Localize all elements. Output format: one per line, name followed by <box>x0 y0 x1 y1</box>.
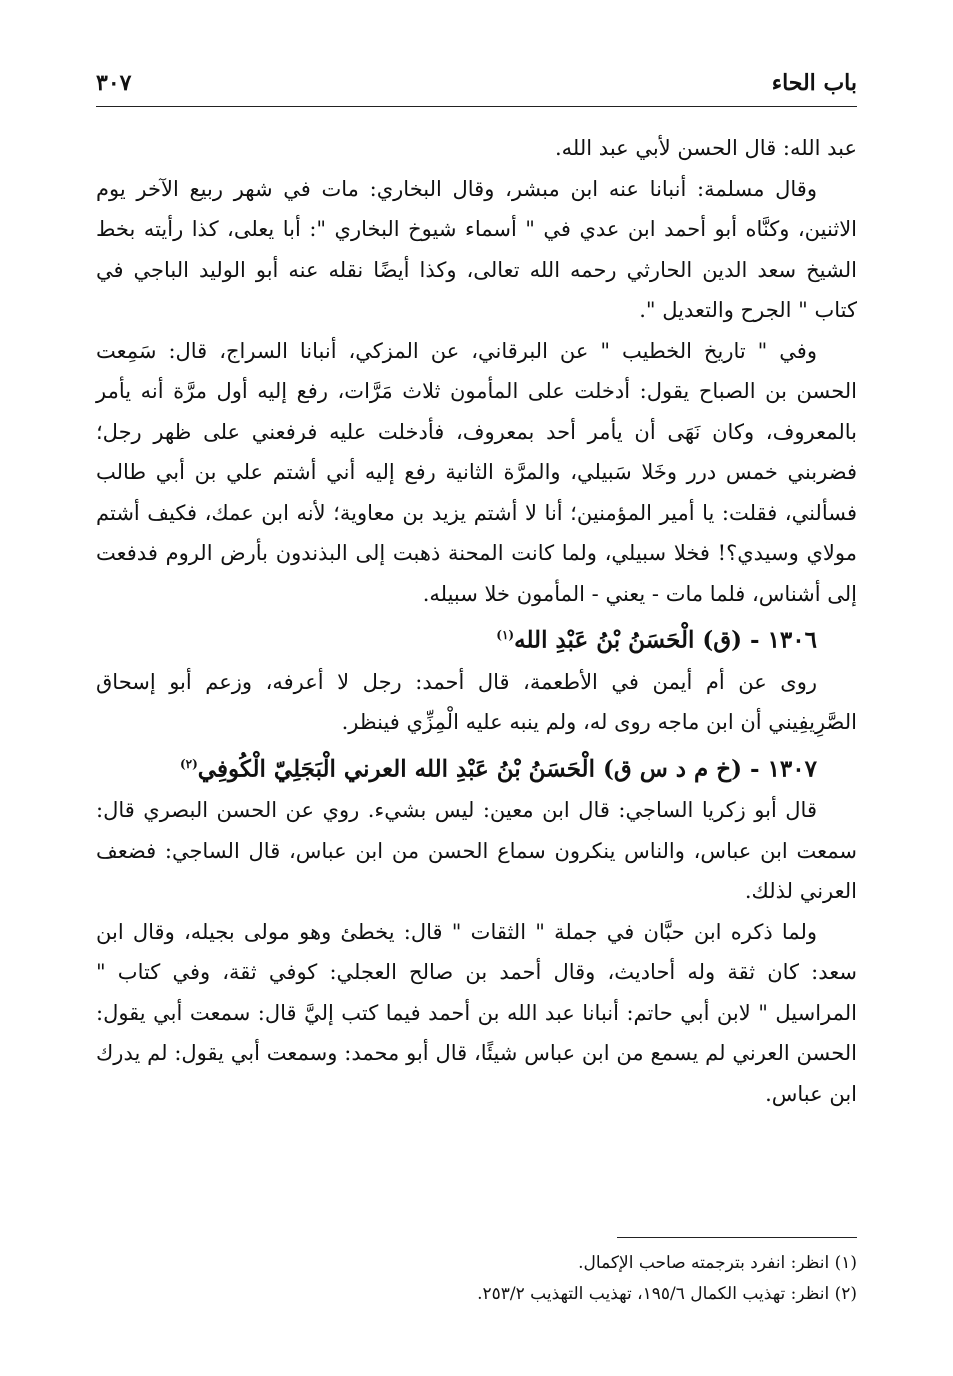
footnote-ref-2: (٢) <box>179 756 198 771</box>
page-header <box>96 66 857 107</box>
footnote-ref-1: (١) <box>496 628 515 642</box>
main-text <box>96 128 857 1114</box>
footnotes <box>96 1248 857 1310</box>
paragraph-6: ولما ذكره ابن حبَّان في جملة " الثقات " قال: يخطئ وهو مولى بجيله، وقال ابن سعد: كان ثقة وله أحاديث، وقال أحمد بن صالح العجلي: كوفي ثقة، وفي كتاب " المراسيل " لابن أبي حاتم: أنبانا عبد الله بن أحمد فيما كتب إليَّ قال: سمعت أبي يقول: الحسن العرني لم يسمع من ابن عباس شيئًا، قال أبو محمد: وسمعت أبي يقول: لم يدرك ابن عباس. <box>96 919 857 1106</box>
running-title: باب الحاء <box>771 70 857 96</box>
paragraph-2: وقال مسلمة: أنبانا عنه ابن مبشر، وقال البخاري: مات في شهر ربيع الآخر يوم الاثنين، وكنَّاه أبو أحمد ابن عدي في " أسماء شيوخ البخاري ": أبا يعلى، كذا رأيته بخط الشيخ سعد الدين الحارثي رحمه الله تعالى، وكذا أيضًا نقله عنه أبو الوليد الباجي في كتاب " الجرح والتعديل ". <box>96 176 857 322</box>
paragraph-3: وفي " تاريخ الخطيب " عن البرقاني، عن المزكي، أنبانا السراج، قال: سَمِعت الحسن بن الصباح يقول: أدخلت على المأمون ثلاث مَرَّات، رفع إليه أول مرَّة أنه يأمر بالمعروف، وكان نَهَى أن يأمر أحد بمعروف، فأدخلت عليه فرفعني على ظهر رجل؛ فضربني خمس درر وخَلا سَبيلي، والمرَّة الثانية رفع إليه أني أشتم علي بن أبي طالب فسألني، فقلت: يا أمير المؤمنين؛ أنا لا أشتم يزيد بن معاوية؛ لأنه ابن عمك، فكيف أشتم مولاي وسيدي؟! فخلا سبيلي، ولما كانت المحنة ذهبت إلى البذندون بأرض الروم فدفعت إلى أشناس، فلما مات - يعني - المأمون خلا سبيله. <box>96 338 857 606</box>
entry-heading-1307 <box>96 743 857 791</box>
footnote-1: (١) انظر: انفرد بترجمته صاحب الإكمال. <box>578 1253 857 1273</box>
paragraph-4: روى عن أم أيمن في الأطعمة، قال أحمد: رجل لا أعرفه، وزعم أبو إسحاق الصَّرِيفِيني أن ابن ماجه روى له، ولم ينبه عليه الْمِزِّي فينظر. <box>96 669 857 735</box>
entry-heading-1307-text: ١٣٠٧ - (خ م د س ق) الْحَسَنُ بْنُ عَبْدِ الله العرني الْبَجَلِيّ الْكُوفِي <box>197 755 817 783</box>
footnote-divider <box>617 1237 857 1238</box>
paragraph-5: قال أبو زكريا الساجي: قال ابن معين: ليس بشيء. روي عن الحسن البصري قال: سمعت ابن عباس، والناس ينكرون سماع الحسن من ابن عباس، قال الساجي: فضعف العرني لذلك. <box>96 798 857 904</box>
entry-heading-1306-text: ١٣٠٦ - (ق) الْحَسَنُ بْنُ عَبْدِ الله <box>514 626 817 654</box>
page-number: ٣٠٧ <box>96 70 132 96</box>
entry-heading-1306 <box>96 614 857 662</box>
paragraph-1: عبد الله: قال الحسن لأبي عبد الله. <box>555 136 857 160</box>
footnote-2: (٢) انظر: تهذيب الكمال ١٩٥/٦، تهذيب التهذيب ٢٥٣/٢. <box>477 1284 857 1304</box>
